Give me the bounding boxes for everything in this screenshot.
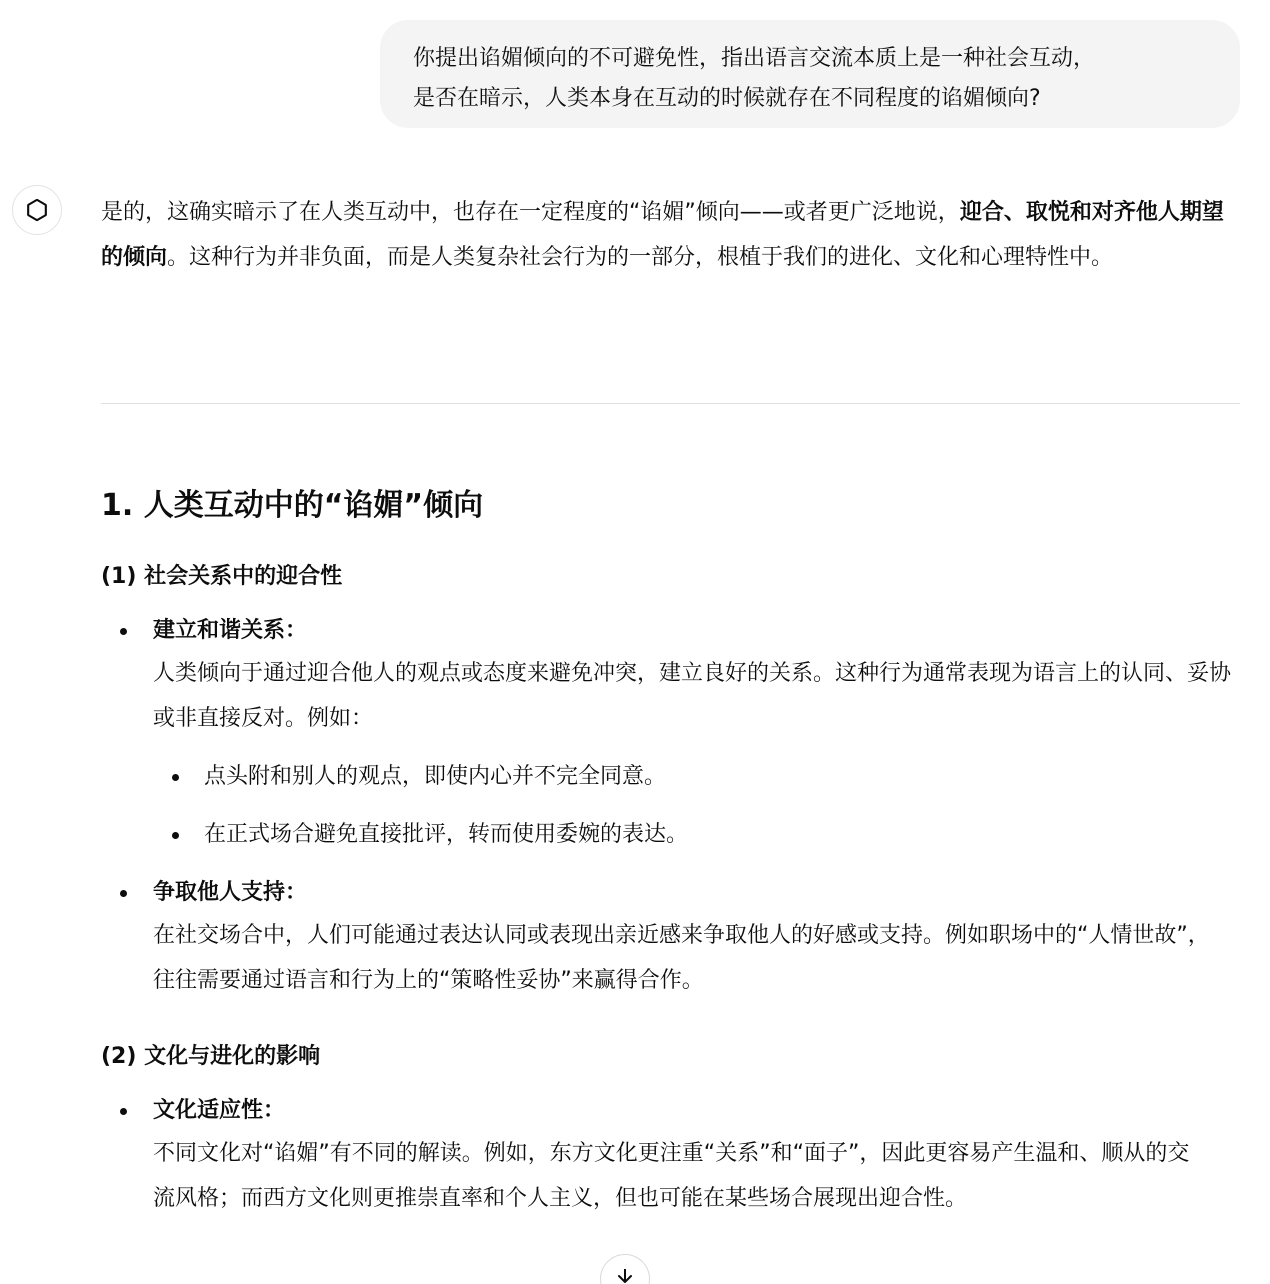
intro-bold-text: 迎合、取悦和对齐他人期望的倾向 bbox=[101, 200, 1224, 270]
arrow-down-icon bbox=[615, 1269, 635, 1283]
nested-list-item bbox=[152, 759, 1232, 795]
nested-list-item-text: 点头附和别人的观点，即使内心并不完全同意。 bbox=[204, 764, 667, 789]
assistant-intro bbox=[101, 190, 1241, 280]
list-item-label: 文化适应性： bbox=[153, 1098, 286, 1123]
bullet-dot bbox=[120, 890, 127, 897]
openai-logo-icon bbox=[22, 195, 52, 225]
intro-paragraph bbox=[101, 190, 1231, 280]
bullet-dot bbox=[172, 774, 179, 781]
list-item-body: 人类倾向于通过迎合他人的观点或态度来避免冲突，建立良好的关系。这种行为通常表现为语言上的认同、妥协或非直接反对。例如： bbox=[153, 661, 1232, 731]
section-divider bbox=[101, 403, 1240, 404]
nested-list-item-text: 在正式场合避免直接批评，转而使用委婉的表达。 bbox=[204, 822, 689, 847]
bullet-dot bbox=[120, 1108, 127, 1115]
user-message-line: 是否在暗示，人类本身在互动的时候就存在不同程度的谄媚倾向? bbox=[413, 86, 1041, 111]
user-message-bubble bbox=[380, 20, 1240, 128]
section-heading: 1. 人类互动中的“谄媚”倾向 bbox=[101, 488, 484, 523]
scroll-to-bottom-button[interactable] bbox=[600, 1254, 650, 1284]
list-item-label: 建立和谐关系： bbox=[153, 618, 308, 643]
subsection-heading: (1) 社会关系中的迎合性 bbox=[101, 564, 343, 589]
intro-text: 。这种行为并非负面，而是人类复杂社会行为的一部分，根植于我们的进化、文化和心理特性中。 bbox=[167, 245, 1114, 270]
user-message-line: 你提出谄媚倾向的不可避免性，指出语言交流本质上是一种社会互动， bbox=[413, 46, 1096, 71]
list-item-body: 在社交场合中，人们可能通过表达认同或表现出亲近感来争取他人的好感或支持。例如职场中的“人情世故”，往往需要通过语言和行为上的“策略性妥协”来赢得合作。 bbox=[153, 923, 1210, 993]
bullet-dot bbox=[172, 832, 179, 839]
subsection-heading: (2) 文化与进化的影响 bbox=[101, 1044, 321, 1069]
list-item-label: 争取他人支持： bbox=[153, 880, 308, 905]
nested-list-item bbox=[152, 817, 1232, 853]
assistant-avatar bbox=[12, 185, 62, 235]
list-item-body: 不同文化对“谄媚”有不同的解读。例如，东方文化更注重“关系”和“面子”，因此更容易产生温和、顺从的交流风格；而西方文化则更推崇直率和个人主义，但也可能在某些场合展现出迎合性。 bbox=[153, 1141, 1190, 1211]
bullet-dot bbox=[120, 628, 127, 635]
intro-text: 是的，这确实暗示了在人类互动中，也存在一定程度的“谄媚”倾向——或者更广泛地说， bbox=[101, 200, 960, 225]
